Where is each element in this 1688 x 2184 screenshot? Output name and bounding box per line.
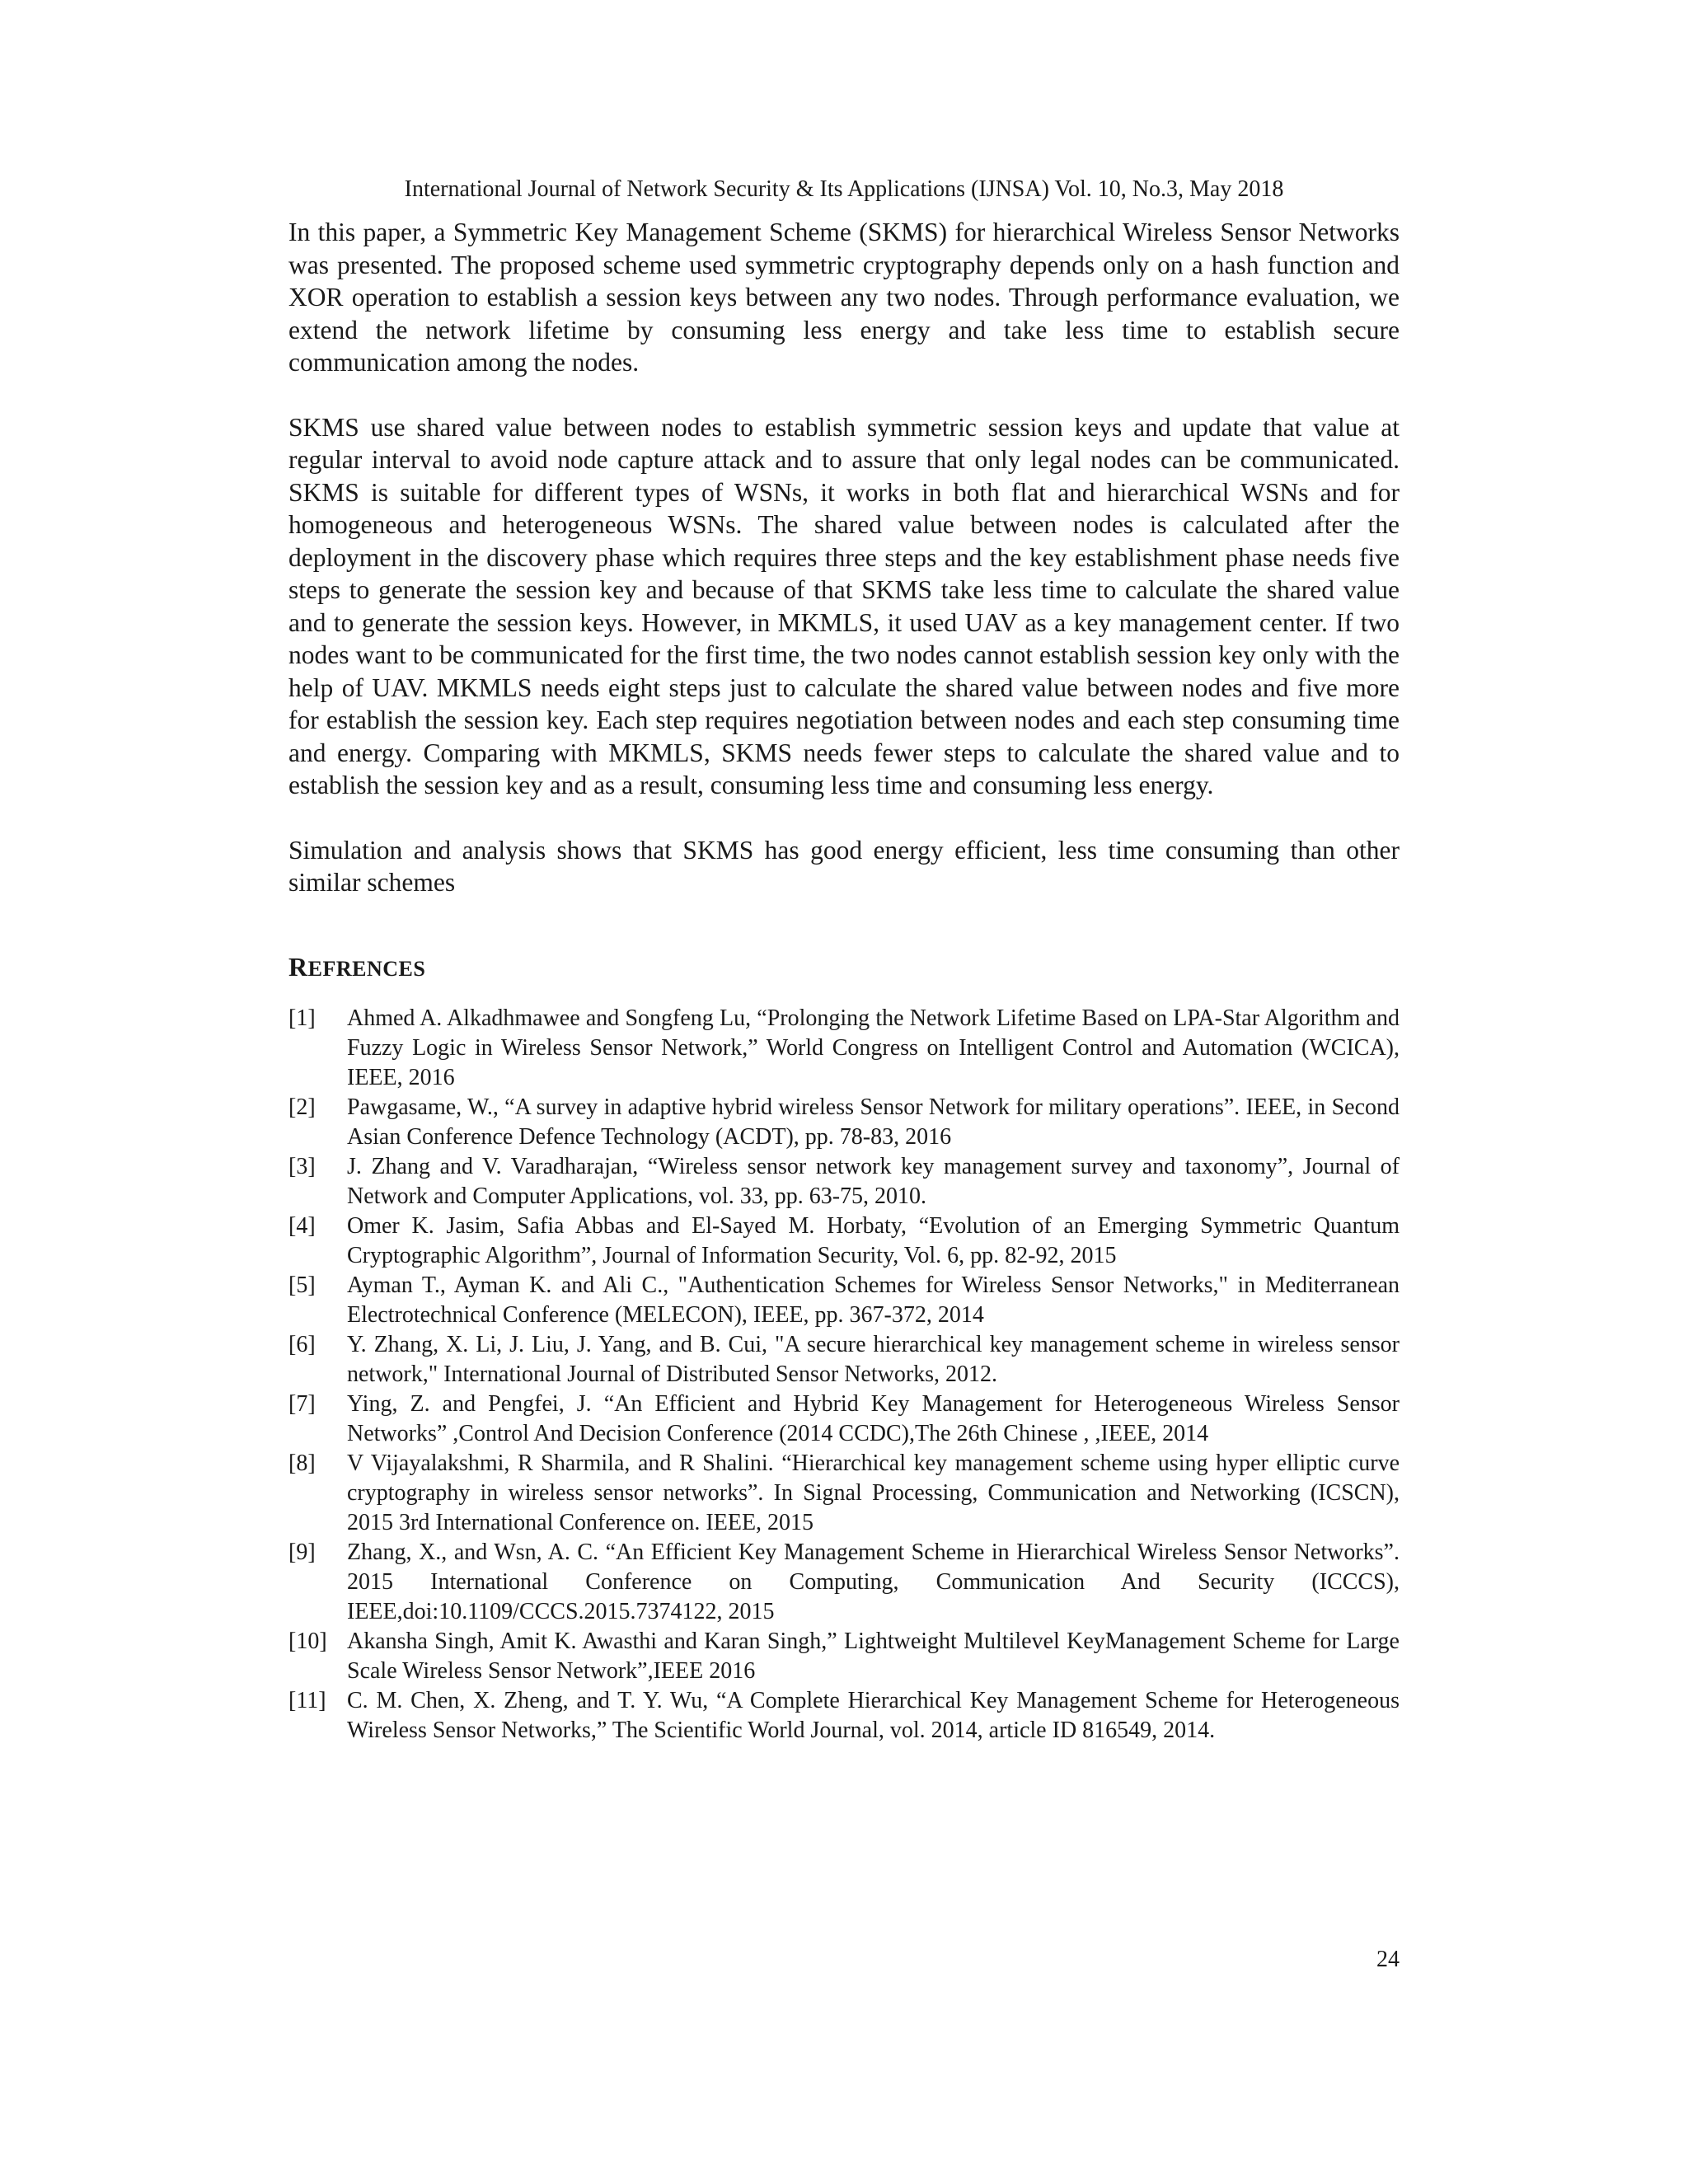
reference-number: [10]: [288, 1628, 327, 1654]
body-text: [288, 216, 1400, 1746]
reference-item: [288, 1330, 1400, 1390]
reference-number: [6]: [288, 1331, 316, 1357]
reference-text: Ying, Z. and Pengfei, J. “An Efficient and Hybrid Key Management for Heterogeneous Wireless Sensor Networks” ,Control And Decision Conference (2014 CCDC),The 26th Chinese , ,IEEE, 2014: [347, 1390, 1400, 1446]
reference-text: V Vijayalakshmi, R Sharmila, and R Shalini. “Hierarchical key management scheme using hyper elliptic curve cryptography in wireless sensor networks”. In Signal Processing, Communication and Networking (ICSCN), 2015 3rd International Conference on. IEEE, 2015: [347, 1450, 1400, 1535]
reference-item: [288, 1390, 1400, 1449]
reference-number: [9]: [288, 1539, 316, 1565]
reference-number: [5]: [288, 1272, 316, 1298]
reference-number: [7]: [288, 1390, 316, 1417]
reference-item: [288, 1152, 1400, 1212]
references-heading: [288, 952, 1400, 982]
reference-item: [288, 1686, 1400, 1746]
reference-text: Ayman T., Ayman K. and Ali C., "Authentication Schemes for Wireless Sensor Networks," in Mediterranean Electrotechnical Conference (MELECON), IEEE, pp. 367-372, 2014: [347, 1272, 1400, 1328]
reference-text: Zhang, X., and Wsn, A. C. “An Efficient Key Management Scheme in Hierarchical Wireless Sensor Networks”. 2015 International Conference on Computing, Communication And Security (ICCCS), IEEE,doi:10.1109/CCCS.2015.7374122, 2015: [347, 1539, 1400, 1624]
running-header: International Journal of Network Security & Its Applications (IJNSA) Vol. 10, No.3, May 2018: [404, 176, 1284, 202]
reference-number: [1]: [288, 1005, 316, 1031]
reference-text: Omer K. Jasim, Safia Abbas and El-Sayed M. Horbaty, “Evolution of an Emerging Symmetric Quantum Cryptographic Algorithm”, Journal of Information Security, Vol. 6, pp. 82-92, 2015: [347, 1212, 1400, 1268]
reference-item: [288, 1538, 1400, 1627]
references-heading-initial: R: [288, 951, 308, 982]
references-heading-rest: EFRENCES: [307, 956, 426, 981]
paragraph-conclusion-summary: In this paper, a Symmetric Key Management Scheme (SKMS) for hierarchical Wireless Sensor Networks was presented. The proposed scheme used symmetric cryptography depends only on a hash function and XOR operation to establish a session keys between any two nodes. Through performance evaluation, we extend the network lifetime by consuming less energy and take less time to establish secure communication among the nodes.: [288, 218, 1400, 377]
reference-item: [288, 1449, 1400, 1538]
reference-text: Y. Zhang, X. Li, J. Liu, J. Yang, and B. Cui, "A secure hierarchical key management scheme in wireless sensor network," International Journal of Distributed Sensor Networks, 2012.: [347, 1331, 1400, 1387]
reference-item: [288, 1627, 1400, 1686]
reference-number: [8]: [288, 1450, 316, 1476]
reference-item: [288, 1004, 1400, 1093]
reference-item: [288, 1212, 1400, 1271]
reference-number: [2]: [288, 1094, 316, 1120]
paragraph-simulation-result: Simulation and analysis shows that SKMS has good energy efficient, less time consuming than other similar schemes: [288, 835, 1400, 897]
reference-text: C. M. Chen, X. Zheng, and T. Y. Wu, “A Complete Hierarchical Key Management Scheme for Heterogeneous Wireless Sensor Networks,” The Scientific World Journal, vol. 2014, article ID 816549, 2014.: [347, 1687, 1400, 1743]
reference-text: Ahmed A. Alkadhmawee and Songfeng Lu, “Prolonging the Network Lifetime Based on LPA-Star Algorithm and Fuzzy Logic in Wireless Sensor Network,” World Congress on Intelligent Control and Automation (WCICA), IEEE, 2016: [347, 1005, 1400, 1090]
page-number: 24: [1376, 1947, 1400, 1972]
reference-item: [288, 1271, 1400, 1330]
paragraph-skms-comparison: SKMS use shared value between nodes to establish symmetric session keys and update that value at regular interval to avoid node capture attack and to assure that only legal nodes can be communicated. SKMS is suitable for different types of WSNs, it works in both flat and hierarchical WSNs and for homogeneous and heterogeneous WSNs. The shared value between nodes is calculated after the deployment in the discovery phase which requires three steps and the key establishment phase needs five steps to generate the session key and because of that SKMS take less time to calculate the shared value and to generate the session keys. However, in MKMLS, it used UAV as a key management center. If two nodes want to be communicated for the first time, the two nodes cannot establish session key only with the help of UAV. MKMLS needs eight steps just to calculate the shared value between nodes and five more for establish the session key. Each step requires negotiation between nodes and each step consuming time and energy. Comparing with MKMLS, SKMS needs fewer steps to calculate the shared value and to establish the session key and as a result, consuming less time and consuming less energy.: [288, 412, 1400, 799]
reference-text: Pawgasame, W., “A survey in adaptive hybrid wireless Sensor Network for military operations”. IEEE, in Second Asian Conference Defence Technology (ACDT), pp. 78-83, 2016: [347, 1094, 1400, 1150]
reference-item: [288, 1093, 1400, 1152]
reference-number: [4]: [288, 1212, 316, 1239]
reference-text: J. Zhang and V. Varadharajan, “Wireless sensor network key management survey and taxonomy”, Journal of Network and Computer Applications, vol. 33, pp. 63-75, 2010.: [347, 1153, 1400, 1209]
reference-number: [11]: [288, 1687, 326, 1713]
reference-text: Akansha Singh, Amit K. Awasthi and Karan Singh,” Lightweight Multilevel KeyManagement Scheme for Large Scale Wireless Sensor Network”,IEEE 2016: [347, 1628, 1400, 1684]
references-list: [288, 1004, 1400, 1746]
reference-number: [3]: [288, 1153, 316, 1179]
